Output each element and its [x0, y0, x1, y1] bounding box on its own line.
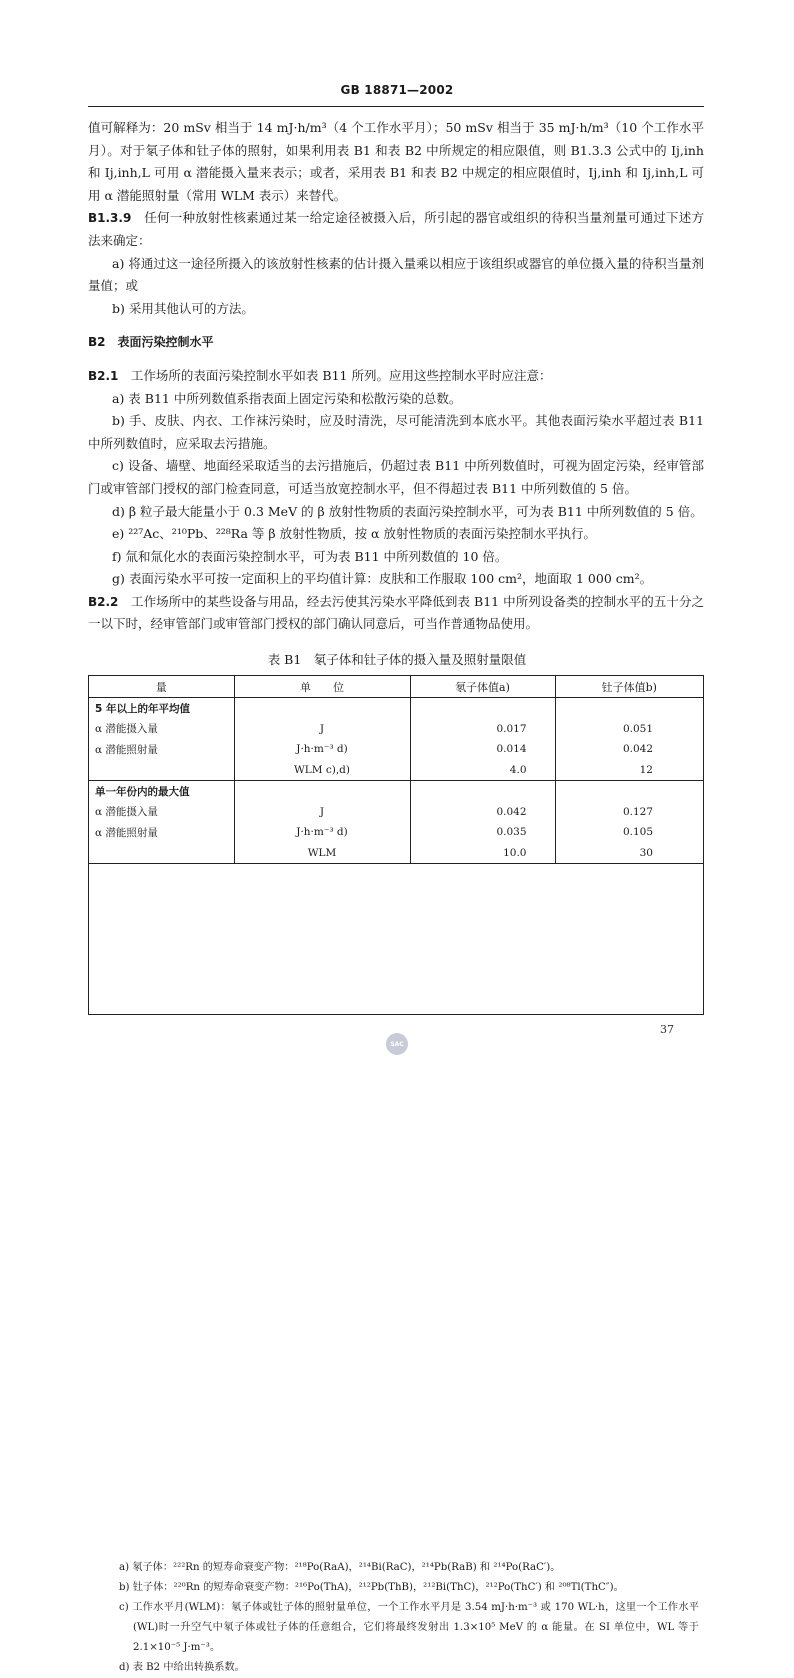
table-row: [89, 760, 703, 781]
cell-unit: J·h·m⁻³ d): [234, 822, 410, 843]
cell-unit: WLM: [234, 843, 410, 864]
list-item: b) 手、皮肤、内衣、工作袜污染时，应及时清洗，尽可能清洗到本底水平。其他表面污染水平超过表 B11 中所列数值时，应采取去污措施。: [88, 413, 704, 451]
cell-radon: 0.017: [410, 719, 555, 740]
group-title: 5 年以上的年平均值: [89, 698, 234, 719]
cell-thoron: 0.042: [622, 743, 653, 756]
table-row: [89, 739, 703, 760]
col-header-unit: 单 位: [234, 676, 410, 698]
table-note: d) 表 B2 中给出转换系数。: [119, 1662, 245, 1673]
list-item: g) 表面污染水平可按一定面积上的平均值计算：皮肤和工作服取 100 cm²，地面取 1 000 cm²。: [112, 571, 653, 587]
cell-quantity: α 潜能照射量: [89, 822, 234, 843]
list-item: e) ²²⁷Ac、²¹⁰Pb、²²⁸Ra 等 β 放射性物质，按 α 放射性物质的表面污染控制水平执行。: [112, 526, 596, 542]
para-continuation: 值可解释为：20 mSv 相当于 14 mJ·h/m³（4 个工作水平月）；50 mSv 相当于 35 mJ·h/m³（10 个工作水平月）。对于氡子体和钍子体的照射，如果利用表 B1 和表 B2 中所规定的相应限值，则 B1.3.3 公式中的 Ij,inh 和 Ij,inh,L 可用 α 潜能摄入量来表示；或者，采用表 B1 和表 B2 中规定的相应限值时，Ij,inh 和 Ij,inh,L 可用 α 潜能照射量（常用 WLM 表示）来替代。: [88, 120, 704, 203]
clause-b1-3-9-item-b: b) 采用其他认可的方法。: [112, 300, 254, 316]
list-item: d) β 粒子最大能量小于 0.3 MeV 的 β 放射性物质的表面污染控制水平，可为表 B11 中所列数值的 5 倍。: [112, 503, 703, 519]
limits-table: [89, 676, 703, 864]
cell-quantity: α 潜能摄入量: [89, 719, 234, 740]
cell-radon: 0.042: [410, 802, 555, 823]
header-rule: [88, 106, 704, 107]
cell-thoron: 30: [555, 843, 703, 864]
cell-unit: WLM c),d): [234, 760, 410, 781]
clause-text: 任何一种放射性核素通过某一给定途径被摄入后，所引起的器官或组织的待积当量剂量可通过下述方法来确定：: [88, 210, 704, 248]
clause-number: B1.3.9: [88, 211, 132, 226]
cell-thoron: 0.127: [622, 805, 653, 818]
table-caption: 表 B1 氡子体和钍子体的摄入量及照射量限值: [267, 652, 527, 667]
table-note: a) 氡子体：²²²Rn 的短寿命衰变产物：²¹⁸Po(RaA)，²¹⁴Bi(RaC)，²¹⁴Pb(RaB) 和 ²¹⁴Po(RaC′)。: [119, 1562, 561, 1573]
clause-text: 工作场所的表面污染控制水平如表 B11 所列。应用这些控制水平时应注意：: [130, 367, 552, 383]
cell-radon: 10.0: [410, 843, 555, 864]
sac-seal-icon: SAC: [386, 1033, 408, 1055]
table-row: [89, 843, 703, 864]
cell-radon: 0.014: [410, 739, 555, 760]
table-group-row: [89, 698, 703, 719]
clause-b1-3-9: [88, 207, 704, 252]
col-header-thoron: 钍子体值b): [555, 676, 703, 698]
col-header-quantity: 量: [89, 676, 234, 698]
table-notes: [119, 1558, 699, 1678]
table-note: b) 钍子体：²²⁰Rn 的短寿命衰变产物：²¹⁶Po(ThA)，²¹²Pb(ThB)，²¹²Bi(ThC)，²¹²Po(ThC′) 和 ²⁰⁸Tl(ThC″)。: [119, 1582, 624, 1593]
cell-unit: J: [234, 802, 410, 823]
col-header-radon: 氡子体值a): [410, 676, 555, 698]
cell-thoron: 12: [555, 760, 703, 781]
clause-text: 工作场所中的某些设备与用品，经去污使其污染水平降低到表 B11 中所列设备类的控制水平的五十分之一以下时，经审管部门或审管部门授权的部门确认同意后，可当作普通物品使用。: [88, 593, 704, 632]
table-header-row: [89, 676, 703, 698]
table-note: c) 工作水平月(WLM)：氡子体或钍子体的照射量单位，一个工作水平月是 3.54 mJ·h·m⁻³ 或 170 WL·h，这里一个工作水平(WL)时一升空气中氡子体或钍子体的任意组合，它们将最终发射出 1.3×10⁵ MeV 的 α 能量。在 SI 单位中，WL 等于 2.1×10⁻⁵ J·m⁻³。: [119, 1602, 699, 1653]
clause-b2-1: [88, 365, 704, 388]
clause-number: B2.2: [88, 594, 119, 609]
list-item: f) 氚和氚化水的表面污染控制水平，可为表 B11 中所列数值的 10 倍。: [112, 548, 508, 564]
table-row: [89, 802, 703, 823]
clause-b1-3-9-item-a: a) 将通过这一途径所摄入的该放射性核素的估计摄入量乘以相应于该组织或器官的单位摄入量的待积当量剂量值；或: [88, 255, 704, 294]
table-group-row: [89, 781, 703, 802]
cell-unit: J: [234, 719, 410, 740]
group-title: 单一年份内的最大值: [89, 781, 234, 802]
table-row: [89, 719, 703, 740]
list-item: c) 设备、墙壁、地面经采取适当的去污措施后，仍超过表 B11 中所列数值时，可视为固定污染，经审管部门或审管部门授权的部门检查同意，可适当放宽控制水平，但不得超过表 B11 中所列数值的 5 倍。: [88, 458, 704, 496]
list-item: a) 表 B11 中所列数值系指表面上固定污染和松散污染的总数。: [112, 390, 462, 406]
cell-quantity: [89, 760, 234, 781]
header-title: GB 18871—2002: [340, 83, 454, 97]
page-number: 37: [660, 1023, 674, 1036]
cell-thoron: 0.051: [622, 722, 653, 735]
cell-quantity: α 潜能照射量: [89, 739, 234, 760]
clause-number: B2.1: [88, 368, 119, 383]
cell-radon: 4.0: [410, 760, 555, 781]
clause-b2-2: [88, 591, 704, 636]
cell-unit: J·h·m⁻³ d): [234, 739, 410, 760]
table-row: [89, 822, 703, 843]
cell-quantity: [89, 843, 234, 864]
cell-thoron: 0.105: [622, 826, 653, 839]
cell-quantity: α 潜能摄入量: [89, 802, 234, 823]
section-heading-b2: B2 表面污染控制水平: [88, 335, 214, 350]
body-content: [88, 117, 704, 636]
cell-radon: 0.035: [410, 822, 555, 843]
